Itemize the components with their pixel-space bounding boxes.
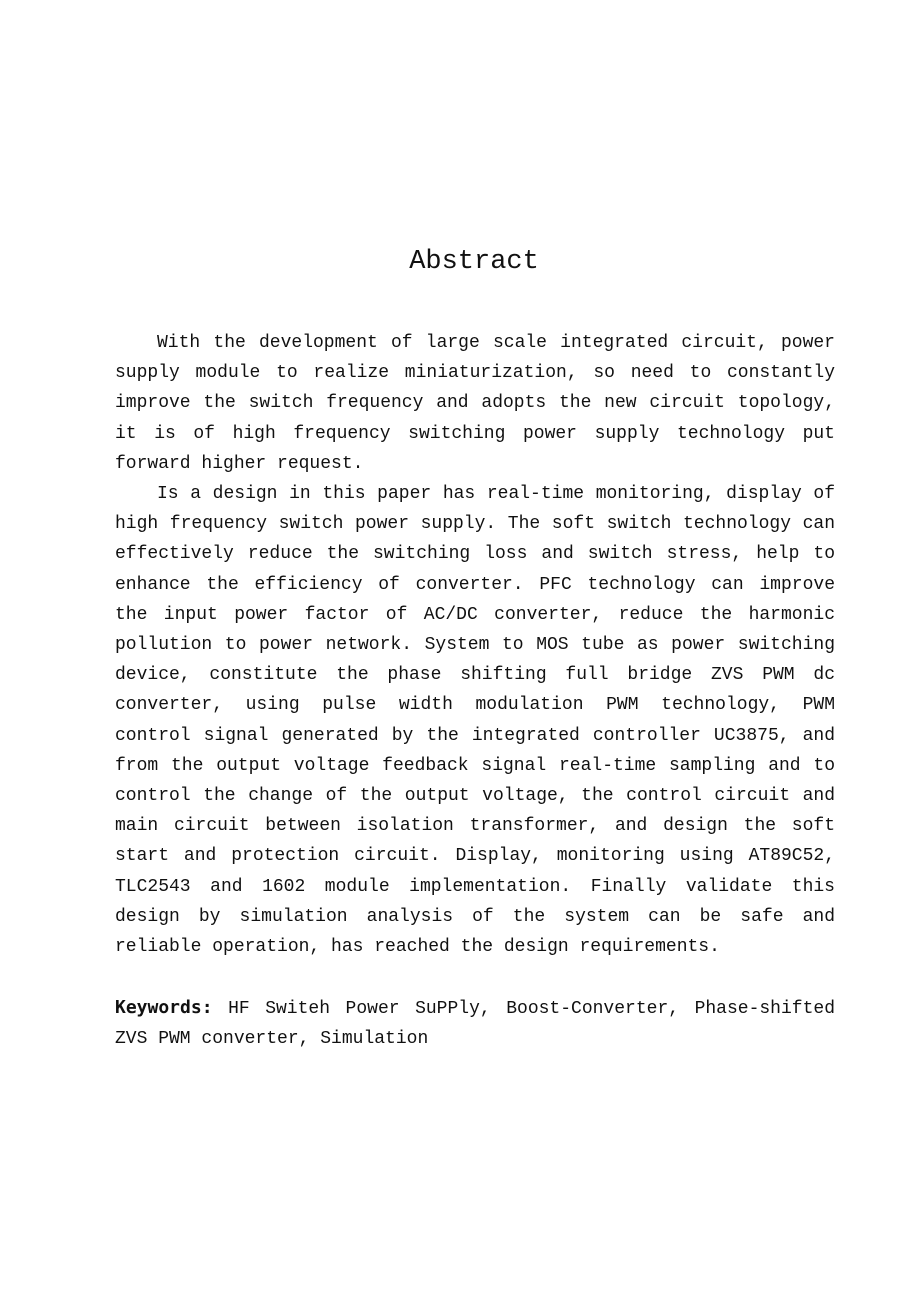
keywords-line — [115, 993, 835, 1054]
abstract-body — [115, 328, 835, 962]
keywords-text: HF Switeh Power SuPPly, Boost-Converter, Phase-shifted ZVS PWM converter, Simulation — [115, 999, 835, 1050]
abstract-paragraph-1: With the development of large scale integrated circuit, power supply module to realize miniaturization, so need to constantly improve the switch frequency and adopts the new circuit topology, it is of high frequency switching power supply technology put forward higher request. — [115, 333, 835, 474]
page-title: Abstract — [409, 247, 539, 277]
abstract-paragraph-2: Is a design in this paper has real-time monitoring, display of high frequency switch power supply. The soft switch technology can effectively reduce the switching loss and switch stress, help to enhance the efficiency of converter. PFC technology can improve the input power factor of AC/DC converter, reduce the harmonic pollution to power network. System to MOS tube as power switching device, constitute the phase shifting full bridge ZVS PWM dc converter, using pulse width modulation PWM technology, PWM control signal generated by the integrated controller UC3875, and from the output voltage feedback signal real-time sampling and to control the change of the output voltage, the control circuit and main circuit between isolation transformer, and design the soft start and protection circuit. Display, monitoring using AT89C52, TLC2543 and 1602 module implementation. Finally validate this design by simulation analysis of the system can be safe and reliable operation, has reached the design requirements. — [115, 484, 835, 958]
keywords-label: Keywords: — [115, 997, 213, 1018]
